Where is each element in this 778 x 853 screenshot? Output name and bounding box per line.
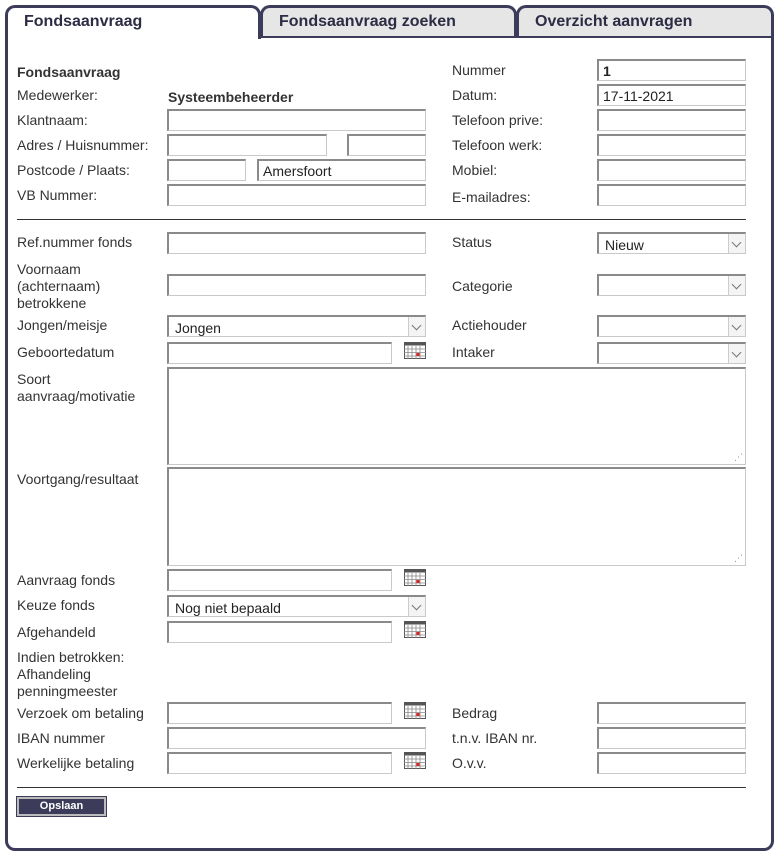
- datum-label: Datum:: [452, 87, 498, 103]
- indien-label-3: penningmeester: [17, 683, 118, 699]
- afgehandeld-input[interactable]: [167, 621, 392, 643]
- datum-input[interactable]: 17-11-2021: [597, 84, 746, 106]
- voornaam-input[interactable]: [167, 274, 426, 296]
- ref-nummer-label: Ref.nummer fonds: [17, 234, 133, 250]
- status-value: Nieuw: [605, 237, 644, 253]
- tab-label: Overzicht aanvragen: [535, 13, 693, 30]
- tnv-iban-input[interactable]: [597, 727, 746, 749]
- indien-label-1: Indien betrokken:: [17, 649, 125, 665]
- jongen-meisje-value: Jongen: [175, 320, 221, 336]
- nummer-input[interactable]: 1: [597, 59, 746, 81]
- chevron-down-icon: [728, 344, 745, 363]
- nummer-label: Nummer: [452, 62, 506, 78]
- keuze-fonds-value: Nog niet bepaald: [175, 600, 281, 616]
- section-title: Fondsaanvraag: [17, 64, 121, 80]
- adres-label: Adres / Huisnummer:: [17, 137, 149, 153]
- huisnummer-input[interactable]: [347, 134, 426, 156]
- telefoon-werk-label: Telefoon werk:: [452, 137, 543, 153]
- soort-label-1: Soort: [17, 371, 51, 387]
- chevron-down-icon: [408, 317, 425, 336]
- telefoon-prive-input[interactable]: [597, 109, 746, 131]
- indien-label-2: Afhandeling: [17, 666, 91, 682]
- medewerker-value: Systeembeheerder: [168, 89, 294, 105]
- soort-motivatie-textarea[interactable]: [167, 367, 746, 465]
- mobiel-input[interactable]: [597, 159, 746, 181]
- werkelijke-betaling-label: Werkelijke betaling: [17, 755, 135, 771]
- geboortedatum-input[interactable]: [167, 342, 392, 364]
- calendar-icon[interactable]: [404, 621, 426, 638]
- klantnaam-input[interactable]: [167, 109, 426, 131]
- email-label: E-mailadres:: [452, 189, 531, 205]
- iban-label: IBAN nummer: [17, 730, 105, 746]
- tab-fondsaanvraag[interactable]: [5, 5, 261, 39]
- aanvraag-fonds-input[interactable]: [167, 569, 392, 591]
- calendar-icon[interactable]: [404, 569, 426, 586]
- afgehandeld-label: Afgehandeld: [17, 624, 96, 640]
- intaker-label: Intaker: [452, 344, 495, 360]
- voornaam-label-1: Voornaam: [17, 261, 81, 277]
- chevron-down-icon: [728, 276, 745, 295]
- jongen-meisje-label: Jongen/meisje: [17, 317, 108, 333]
- status-select[interactable]: [597, 232, 746, 254]
- bedrag-label: Bedrag: [452, 705, 498, 721]
- telefoon-prive-label: Telefoon prive:: [452, 112, 544, 128]
- keuze-fonds-label: Keuze fonds: [17, 597, 95, 613]
- chevron-down-icon: [728, 234, 745, 253]
- bedrag-input[interactable]: [597, 702, 746, 724]
- calendar-icon[interactable]: [404, 342, 426, 359]
- actiehouder-label: Actiehouder: [452, 317, 527, 333]
- vb-nummer-input[interactable]: [167, 184, 426, 206]
- intaker-select[interactable]: [597, 342, 746, 364]
- ovv-label: O.v.v.: [452, 755, 487, 771]
- calendar-icon[interactable]: [404, 702, 426, 719]
- divider: [17, 219, 746, 220]
- voornaam-label-3: betrokkene: [17, 295, 87, 311]
- chevron-down-icon: [408, 597, 425, 616]
- ref-nummer-input[interactable]: [167, 232, 426, 254]
- chevron-down-icon: [728, 317, 745, 336]
- verzoek-betaling-input[interactable]: [167, 702, 392, 724]
- postcode-label: Postcode / Plaats:: [17, 162, 130, 178]
- postcode-input[interactable]: [167, 159, 246, 181]
- categorie-select[interactable]: [597, 274, 746, 296]
- resize-grip-icon[interactable]: ⋰: [734, 452, 743, 462]
- telefoon-werk-input[interactable]: [597, 134, 746, 156]
- iban-input[interactable]: [167, 727, 426, 749]
- voortgang-label: Voortgang/resultaat: [17, 471, 139, 487]
- jongen-meisje-select[interactable]: [167, 315, 426, 337]
- adres-input[interactable]: [167, 134, 327, 156]
- tab-fondsaanvraag-zoeken[interactable]: [260, 5, 517, 37]
- tab-label: Fondsaanvraag zoeken: [279, 13, 456, 30]
- geboortedatum-label: Geboortedatum: [17, 344, 115, 360]
- tab-overzicht-aanvragen[interactable]: [516, 5, 774, 37]
- werkelijke-betaling-input[interactable]: [167, 752, 392, 774]
- verzoek-betaling-label: Verzoek om betaling: [17, 705, 144, 721]
- divider: [17, 787, 746, 788]
- soort-label-2: aanvraag/motivatie: [17, 388, 136, 404]
- medewerker-label: Medewerker:: [17, 87, 98, 103]
- mobiel-label: Mobiel:: [452, 162, 498, 178]
- voortgang-textarea[interactable]: [167, 467, 746, 566]
- tnv-iban-label: t.n.v. IBAN nr.: [452, 730, 538, 746]
- email-input[interactable]: [597, 184, 746, 206]
- resize-grip-icon[interactable]: ⋰: [734, 553, 743, 563]
- opslaan-button[interactable]: Opslaan: [17, 797, 106, 816]
- calendar-icon[interactable]: [404, 752, 426, 769]
- actiehouder-select[interactable]: [597, 315, 746, 337]
- ovv-input[interactable]: [597, 752, 746, 774]
- tab-label: Fondsaanvraag: [24, 13, 143, 30]
- aanvraag-fonds-label: Aanvraag fonds: [17, 572, 116, 588]
- klantnaam-label: Klantnaam:: [17, 112, 88, 128]
- categorie-label: Categorie: [452, 278, 513, 294]
- plaats-input[interactable]: Amersfoort: [257, 159, 426, 181]
- status-label: Status: [452, 234, 492, 250]
- keuze-fonds-select[interactable]: [167, 595, 426, 617]
- vb-nummer-label: VB Nummer:: [17, 187, 98, 203]
- voornaam-label-2: (achternaam): [17, 278, 101, 294]
